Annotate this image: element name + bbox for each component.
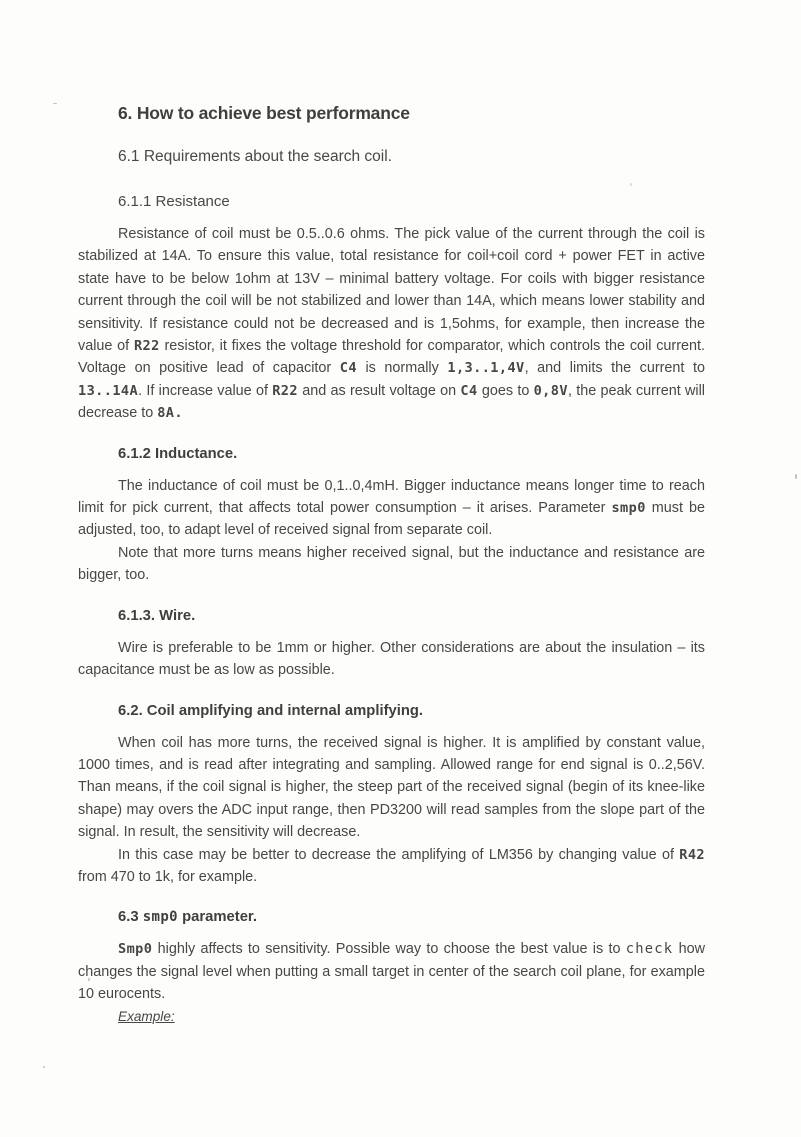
scan-speck <box>795 474 797 479</box>
text-run: highly affects to sensitivity. Possible way to choose the best value is to <box>152 941 626 958</box>
text-run: R22 <box>133 338 160 355</box>
text-run: resistor, it fixes the voltage threshold for comparator, which controls the coil current. Voltage on positive lead of capacitor <box>78 338 705 377</box>
paragraph-inductance-2 <box>78 542 705 587</box>
text-run: must be adjusted, too, to adapt level of received signal from separate coil. <box>78 500 705 539</box>
paragraph-wire <box>78 637 705 682</box>
scan-speck <box>630 183 632 186</box>
text-run: , and limits the current to <box>524 360 705 377</box>
heading-6-1-1: 6.1.1 Resistance <box>118 193 230 210</box>
text-run: 13..14A <box>78 382 139 399</box>
scan-speck <box>88 978 90 981</box>
text-run: how changes the signal level when putting a small target in center of the search coil plane, for example 10 eurocents. <box>78 941 705 1003</box>
text-run: Resistance of coil must be 0.5..0.6 ohms. The pick value of the current through the coil is stabilized at 14A. To ensure this value, total resistance for coil+coil cord + power FET in active state have to be below 1ohm at 13V – minimal battery voltage. For coils with bigger resistance current through the coil will be not stabilized and lower than 14A, which means lower stability and sensitivity. If resistance could not be decreased and is 1,5ohms, for example, then increase the value of <box>78 226 705 355</box>
text-run: C4 <box>339 360 357 377</box>
text-run: R42 <box>679 846 705 863</box>
text-run: check <box>625 941 674 958</box>
text-run: , the peak current will decrease to <box>78 382 705 422</box>
heading-6-1-2: 6.1.2 Inductance. <box>118 445 238 462</box>
text-run: 8A. <box>157 405 183 422</box>
text-run: is normally <box>356 360 448 377</box>
heading-main: 6. How to achieve best performance <box>118 103 410 123</box>
scan-speck <box>43 1066 45 1068</box>
text-run: When coil has more turns, the received signal is higher. It is amplified by constant value, 1000 times, and is read after integrating and sampling. Allowed range for end signal is 0..2,56V. Than means, if the coil signal is higher, the steep part of the received signal (begin of its knee-like shape) may overs the ADC input range, then PD3200 will read samples from the slope part of the signal. In result, the sensitivity will decrease. <box>78 734 705 841</box>
text-run: 0,8V <box>533 382 568 399</box>
paragraph-resistance <box>78 223 705 425</box>
text-run: The inductance of coil must be 0,1..0,4mH. Bigger inductance means longer time to reach limit for pick current, that affects total power consumption – it arises. Parameter <box>78 477 705 517</box>
heading-6-1-3: 6.1.3. Wire. <box>118 607 196 624</box>
example-label: Example: <box>118 1008 175 1024</box>
text-run: Note that more turns means higher received signal, but the inductance and resistance are bigger, too. <box>78 544 705 584</box>
text-run: R22 <box>272 382 298 399</box>
text-run: smp0 <box>142 909 179 926</box>
text-run: and as result voltage on <box>297 382 461 399</box>
text-run: Smp0 <box>118 941 153 958</box>
text-run: C4 <box>460 382 478 399</box>
text-run: parameter. <box>178 909 257 926</box>
text-run: goes to <box>477 382 534 399</box>
heading-6-1: 6.1 Requirements about the search coil. <box>118 148 392 165</box>
text-run: . If increase value of <box>138 382 273 399</box>
paragraph-inductance-1 <box>78 475 705 542</box>
paragraph-smp0 <box>78 938 705 1005</box>
text-run: In this case may be better to decrease the amplifying of LM356 by changing value of <box>118 846 680 863</box>
text-run: 6.3 <box>118 909 143 926</box>
text-run: from 470 to 1k, for example. <box>78 868 258 885</box>
text-run: 1,3..1,4V <box>447 360 525 377</box>
heading-6-3 <box>118 909 705 925</box>
scan-speck <box>53 103 57 104</box>
document-content <box>78 0 705 1024</box>
text-run: smp0 <box>611 500 646 517</box>
paragraph-amplifying-1 <box>78 732 705 844</box>
paragraph-amplifying-2 <box>78 844 705 889</box>
heading-6-2: 6.2. Coil amplifying and internal amplifying. <box>118 702 424 719</box>
text-run: Wire is preferable to be 1mm or higher. Other considerations are about the insulation – its capacitance must be as low as possible. <box>78 639 705 679</box>
